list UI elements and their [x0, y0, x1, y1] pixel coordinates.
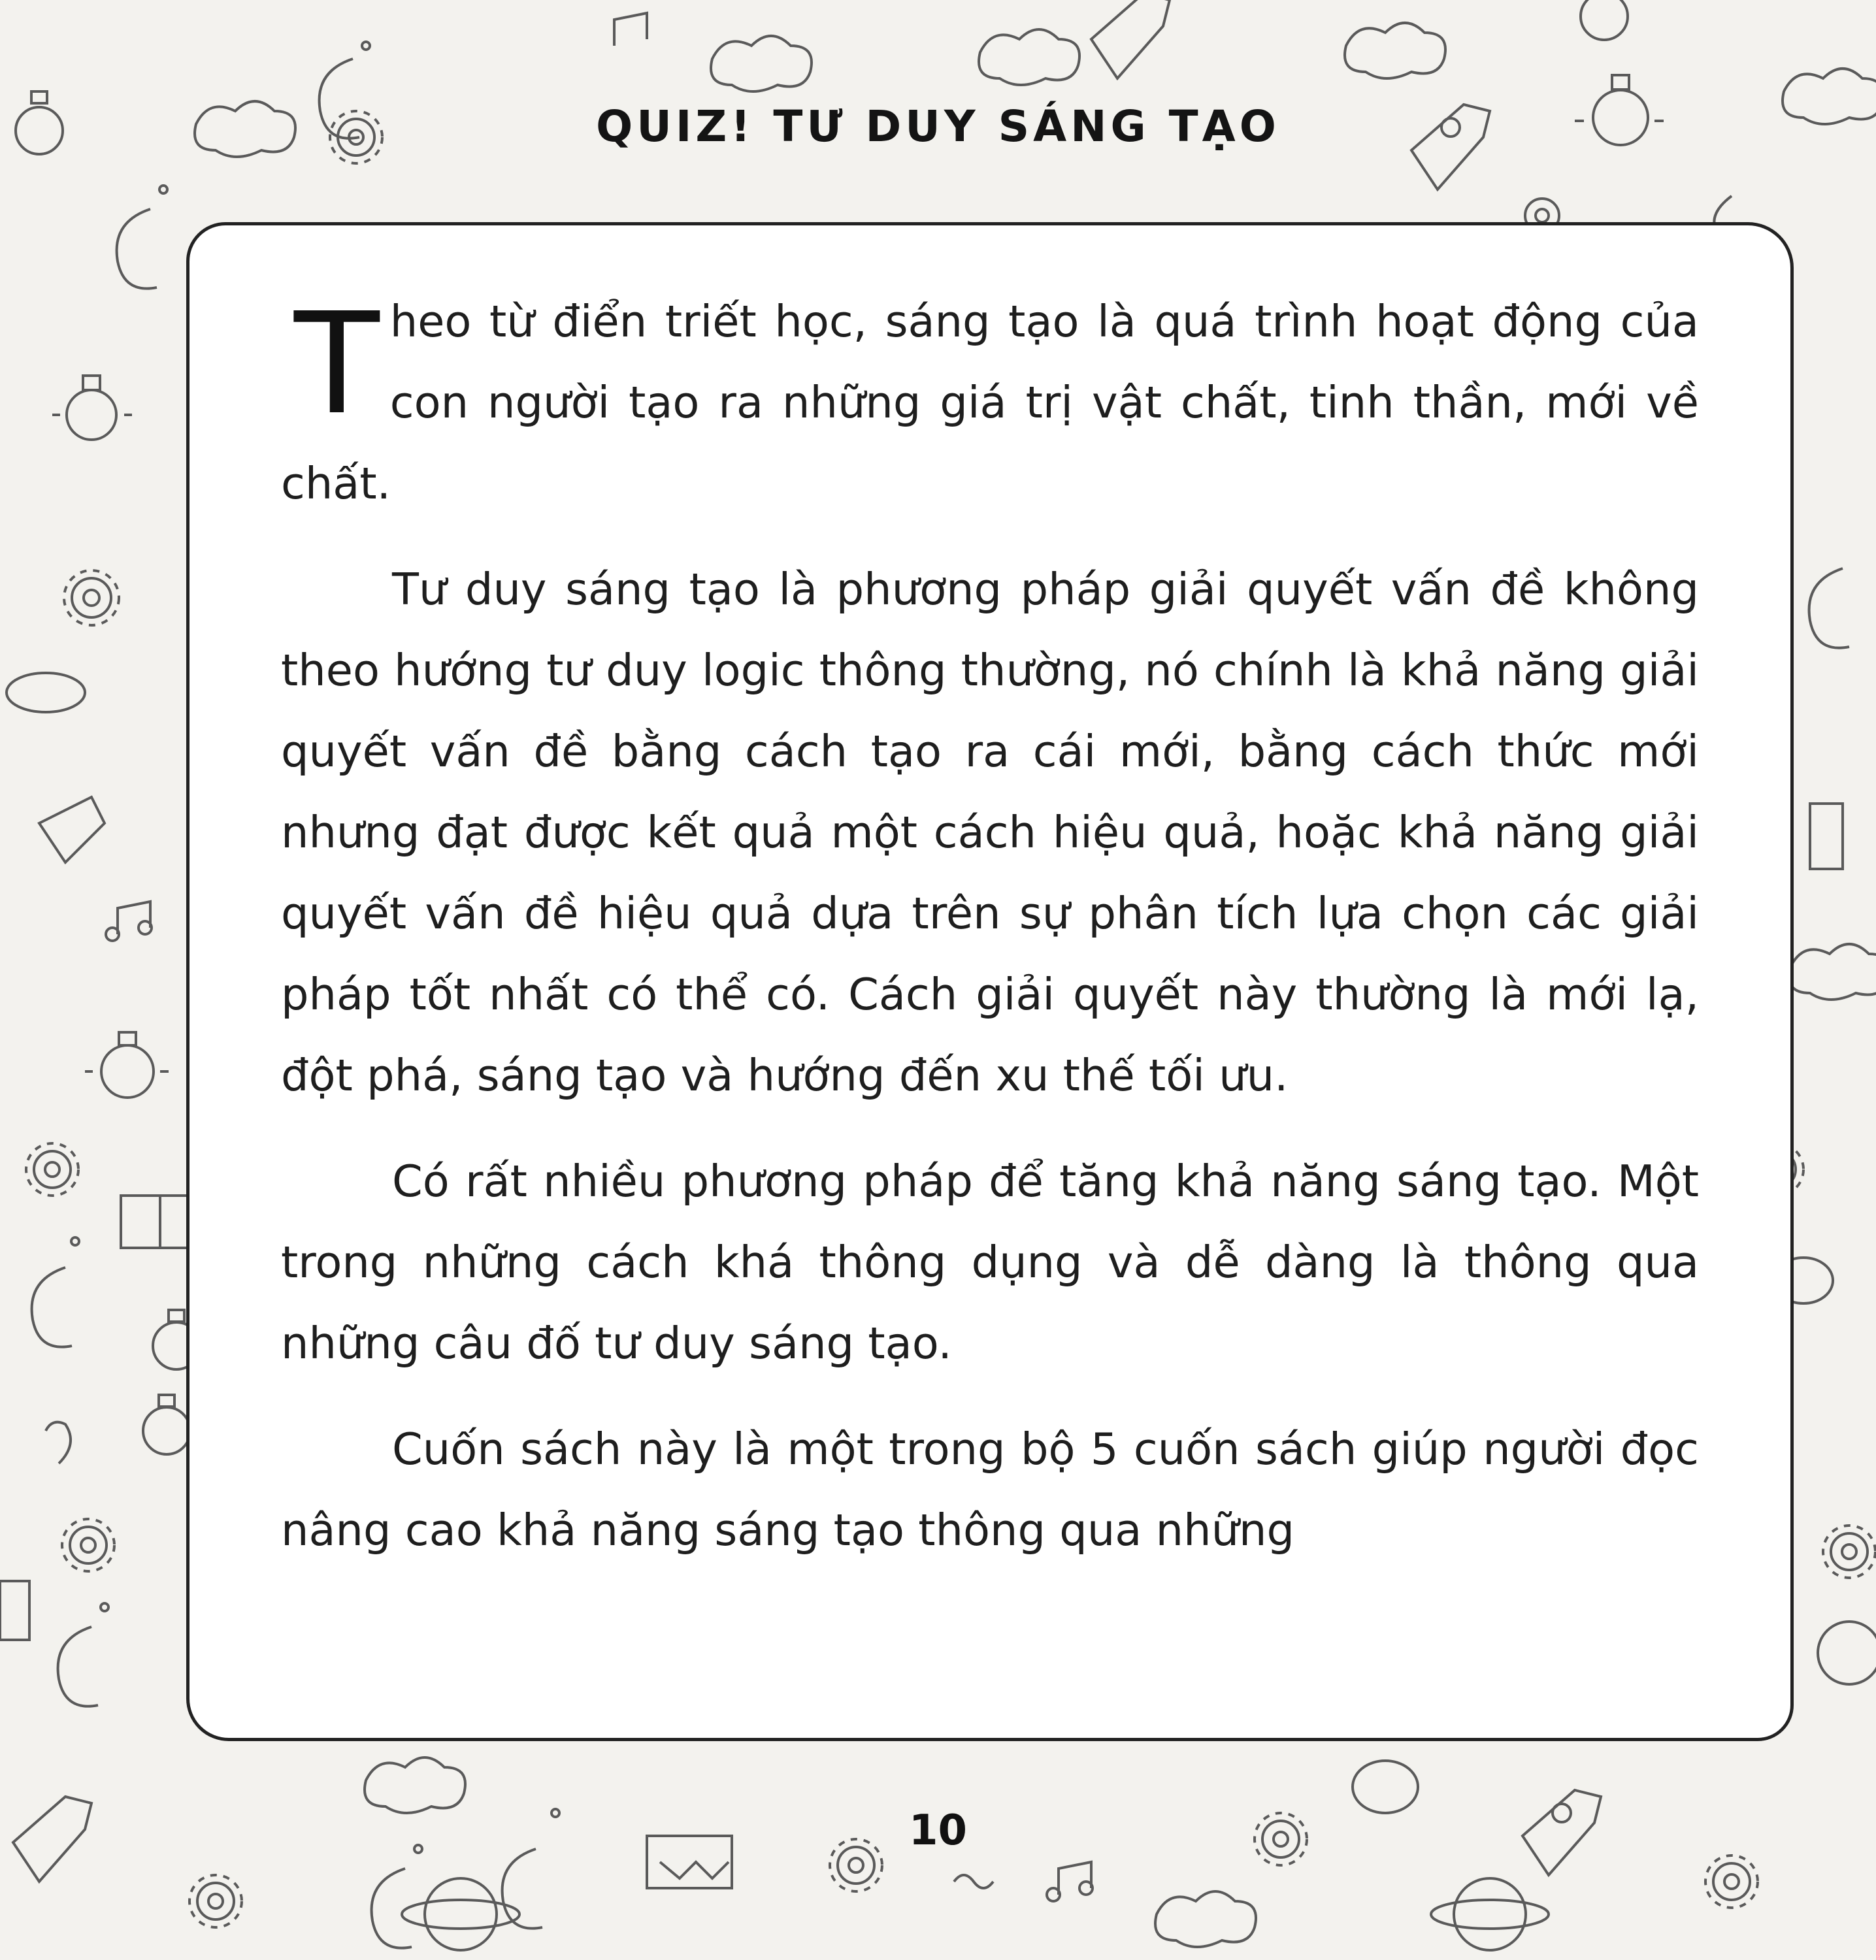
question-mark-icon — [1809, 568, 1849, 648]
gear-icon — [26, 1143, 78, 1196]
rocket-icon — [1091, 0, 1170, 78]
paragraph-4: Cuốn sách này là một trong bộ 5 cuốn sách giúp người đọc nâng cao khả năng sáng tạo thông qua những — [281, 1424, 1699, 1556]
gear-icon — [1705, 1855, 1758, 1908]
rocket-icon — [39, 797, 105, 862]
cloud-icon — [979, 29, 1079, 85]
question-mark-icon — [117, 186, 167, 289]
music-note-icon — [106, 902, 152, 941]
drop-cap: T — [294, 283, 380, 446]
picture-frame-mountain — [660, 1862, 729, 1878]
oval-doodle — [7, 673, 85, 712]
cloud-icon — [1789, 944, 1876, 1000]
lightbulb-icon — [1581, 0, 1628, 40]
book-icon — [0, 1581, 29, 1640]
cloud-icon — [365, 1757, 465, 1813]
cloud-icon — [1155, 1891, 1256, 1947]
paragraph-1-text: heo từ điển triết học, sáng tạo là quá trình hoạt động của con người tạo ra những giá trị vật chất, tinh thần, mới về chất. — [281, 296, 1699, 509]
question-mark-icon — [32, 1237, 79, 1347]
gear-icon — [64, 570, 119, 625]
music-note-icon — [614, 13, 647, 46]
paragraph-1 — [281, 281, 1699, 524]
book-title: QUIZ! TƯ DUY SÁNG TẠO — [596, 101, 1280, 152]
cloud-icon — [1345, 23, 1445, 78]
gear-icon — [189, 1875, 242, 1927]
lightbulb-icon — [85, 1032, 169, 1098]
paragraph-2: Tư duy sáng tạo là phương pháp giải quyết vấn đề không theo hướng tư duy logic thông thường, nó chính là khả năng giải quyết vấn đề bằng cách tạo ra cái mới, bằng cách thức mới nhưng đạt được kết quả một cách hiệu quả, hoặc khả năng giải quyết vấn đề hiệu quả dựa trên sự phân tích lựa chọn các giải pháp tốt nhất có thể có. Cách giải quyết này thường là mới lạ, đột phá, sáng tạo và hướng đến xu thế tối ưu. — [281, 564, 1699, 1101]
book-icon — [1810, 804, 1843, 869]
cloud-icon — [711, 36, 812, 91]
lightbulb-icon — [143, 1395, 190, 1454]
paragraph-3: Có rất nhiều phương pháp để tăng khả năng sáng tạo. Một trong những cách khá thông dụng và dễ dàng là thông qua những câu đố tư duy sáng tạo. — [281, 1156, 1699, 1369]
music-note-icon — [1047, 1862, 1093, 1901]
gear-icon — [1823, 1526, 1875, 1578]
gear-icon — [62, 1519, 114, 1571]
lightbulb-icon — [52, 376, 132, 440]
question-mark-icon — [372, 1845, 422, 1948]
squiggle-doodle — [954, 1875, 993, 1888]
swirl-doodle — [46, 1422, 71, 1463]
planet-icon — [1818, 1622, 1876, 1684]
planet-icon — [1431, 1878, 1549, 1950]
intro-text — [281, 281, 1699, 1595]
oval-doodle — [1353, 1761, 1418, 1813]
page-number: 10 — [908, 1806, 968, 1855]
question-mark-icon — [58, 1603, 108, 1707]
